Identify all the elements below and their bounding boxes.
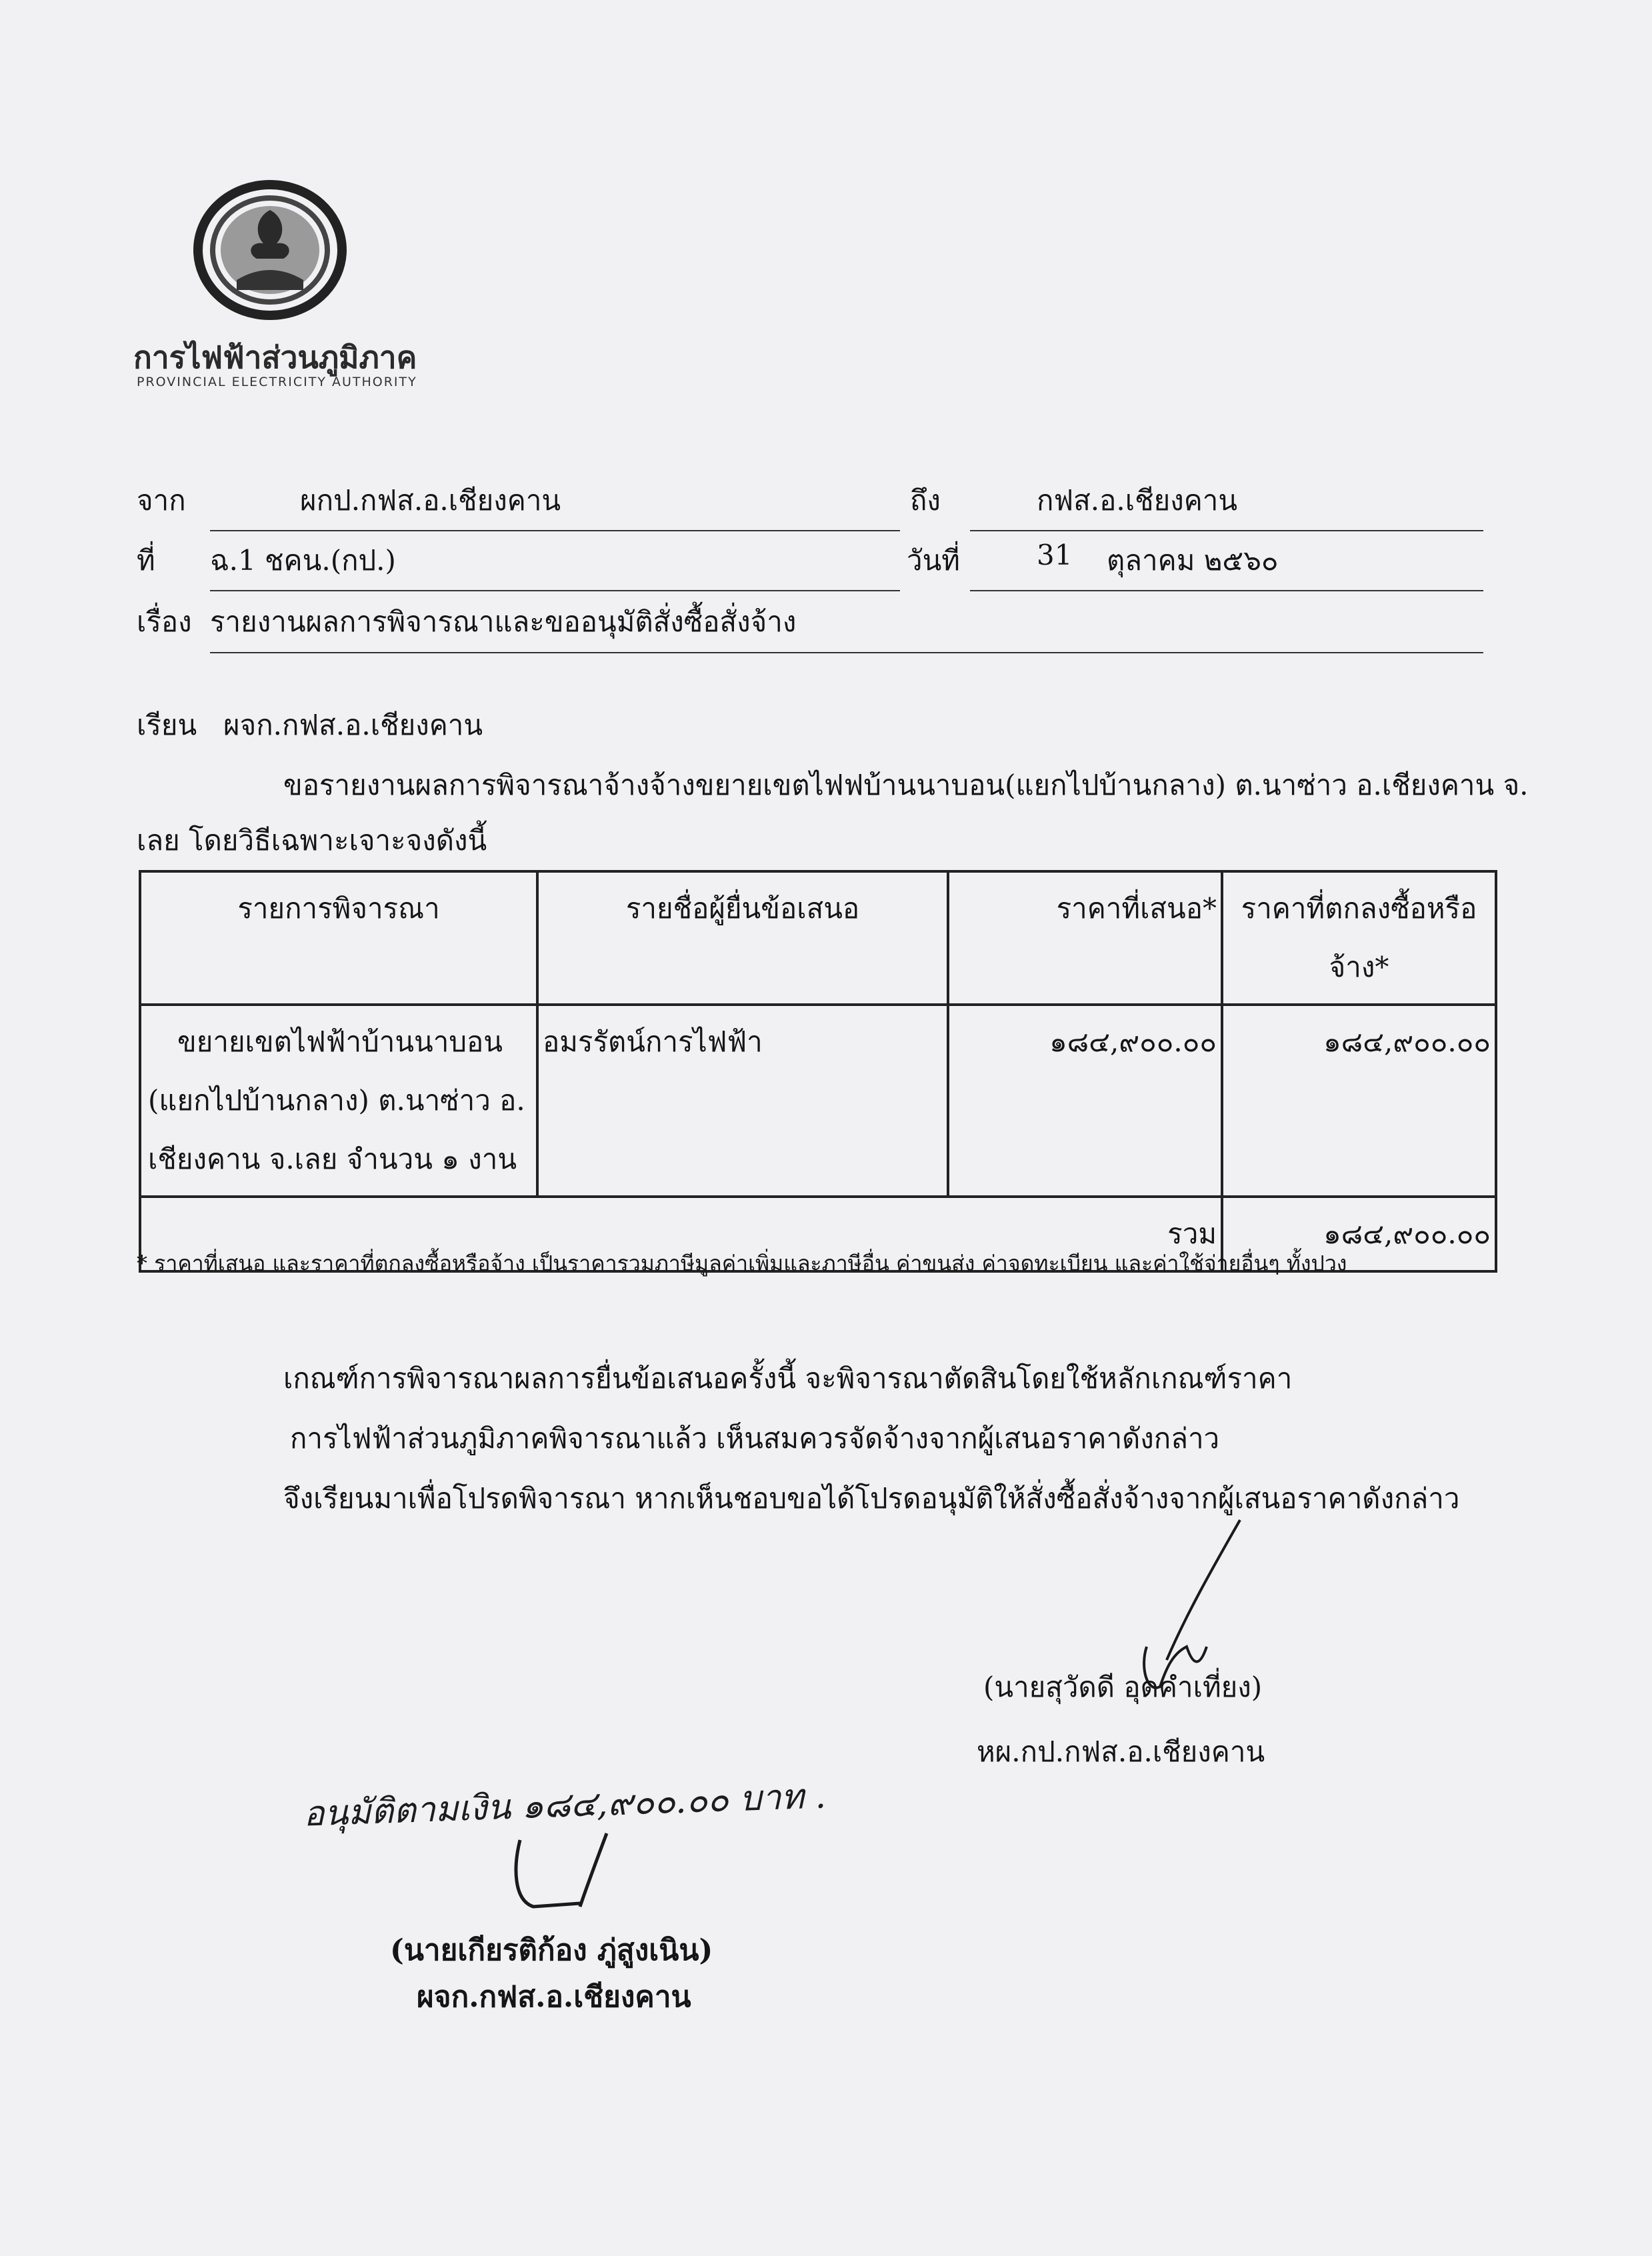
header-bidder: รายชื่อผู้ยื่นข้อเสนอ [537,871,948,1005]
signer-1-position: หผ.กป.กฟส.อ.เชียงคาน [977,1735,1265,1768]
offered-price-cell: ๑๘๔,๙๐๐.๐๐ [948,1005,1222,1197]
to-value: กฟส.อ.เชียงคาน [1037,484,1238,517]
date-day: 31 [1037,539,1073,571]
total-label: รวม [140,1197,1222,1271]
consideration-table [139,870,1497,1273]
from-label: จาก [137,484,186,517]
footnote: * ราคาที่เสนอ และราคาที่ตกลงซื้อหรือจ้าง เป็นราคารวมภาษีมูลค่าเพิ่มและภาษีอื่น ค่าขนส่ง ค่าจดทะเบียน และค่าใช้จ่ายอื่นๆ ทั้งปวง [137,1251,1347,1276]
approval-handwritten-note: อนุมัติตามเงิน ๑๘๔,๙๐๐.๐๐ บาท . [303,1776,827,1835]
header-offered-price: ราคาที่เสนอ* [948,871,1222,1005]
from-value: ผกป.กฟส.อ.เชียงคาน [300,484,561,517]
subject-value: รายงานผลการพิจารณาและขออนุมัติสั่งซื้อสั่งจ้าง [210,605,797,638]
item-line-1: ขยายเขตไฟฟ้าบ้านนาบอน [177,1025,503,1058]
header-agreed-price [1222,871,1496,1005]
ref-label: ที่ [137,544,155,577]
intro-line-1: ขอรายงานผลการพิจารณาจ้างจ้างขยายเขตไฟฟบ้านนาบอน(แยกไปบ้านกลาง) ต.นาซ่าว อ.เชียงคาน จ. [283,769,1529,801]
date-label: วันที่ [907,544,960,577]
date-month-year: ตุลาคม ๒๕๖๐ [1107,544,1279,577]
to-underline [970,530,1483,531]
org-name-english: PROVINCIAL ELECTRICITY AUTHORITY [137,375,417,389]
salutation-value: ผจก.กฟส.อ.เชียงคาน [223,709,483,741]
signature-2 [480,1827,627,1927]
signer-1-name: (นายสุวัดดี อุดคำเที่ยง) [983,1671,1263,1703]
ref-value: ฉ.1 ชคน.(กป.) [210,544,396,577]
from-underline [210,530,900,531]
table-header-row [140,871,1496,1005]
agreed-price-cell: ๑๘๔,๙๐๐.๐๐ [1222,1005,1496,1197]
table-row [140,1005,1496,1197]
header-agreed-price-line2: จ้าง* [1329,951,1389,983]
org-name-thai: การไฟฟ้าส่วนภูมิภาค [133,339,417,375]
total-value: ๑๘๔,๙๐๐.๐๐ [1222,1197,1496,1271]
signer-2-name: (นายเกียรติก้อง ภู่สูงเนิน) [390,1933,713,1967]
item-line-2: (แยกไปบ้านกลาง) ต.นาซ่าว อ. [148,1084,525,1117]
signer-2-position: ผจก.กฟส.อ.เชียงคาน [417,1980,691,2014]
to-label: ถึง [910,484,941,517]
header-item: รายการพิจารณา [140,871,537,1005]
item-line-3: เชียงคาน จ.เลย จำนวน ๑ งาน [148,1143,517,1175]
salutation-label: เรียน [137,709,197,741]
date-underline [970,590,1483,591]
pea-logo [190,180,370,320]
bidder-cell: อมรรัตน์การไฟฟ้า [537,1005,948,1197]
paragraph-2: การไฟฟ้าส่วนภูมิภาคพิจารณาแล้ว เห็นสมควรจัดจ้างจากผู้เสนอราคาดังกล่าว [290,1422,1220,1455]
intro-line-2: เลย โดยวิธีเฉพาะเจาะจงดังนี้ [137,824,487,857]
subject-underline [210,652,1483,653]
header-agreed-price-line1: ราคาที่ตกลงซื้อหรือ [1241,892,1477,925]
subject-label: เรื่อง [137,605,192,638]
paragraph-1: เกณฑ์การพิจารณาผลการยื่นข้อเสนอครั้งนี้ จะพิจารณาตัดสินโดยใช้หลักเกณฑ์ราคา [283,1362,1293,1395]
ref-underline [210,590,900,591]
paragraph-3: จึงเรียนมาเพื่อโปรดพิจารณา หากเห็นชอบขอได้โปรดอนุมัติให้สั่งซื้อสั่งจ้างจากผู้เสนอราคาดังกล่าว [283,1482,1460,1515]
item-cell [140,1005,537,1197]
